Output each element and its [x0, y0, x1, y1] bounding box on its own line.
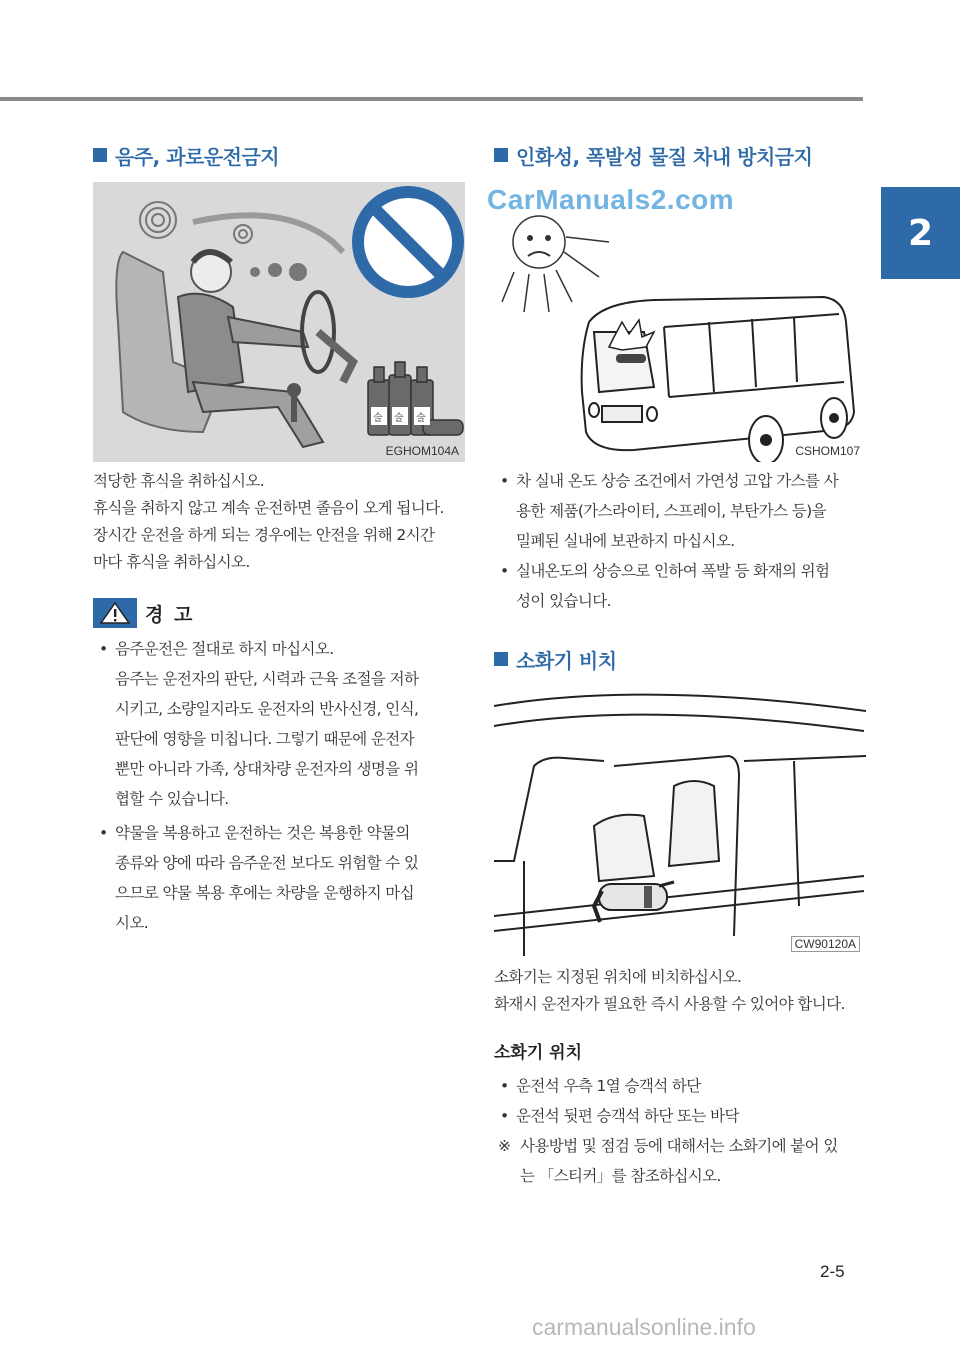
warning-header — [93, 598, 465, 628]
warning-title: 경 고 — [145, 603, 195, 626]
heading-square-icon — [494, 652, 508, 666]
extinguisher-paragraph — [494, 964, 866, 1018]
location-list — [494, 1071, 866, 1131]
section-heading-flammables: 인화성, 폭발성 물질 차내 방치금지 — [494, 140, 866, 170]
list-item: • 음주운전은 절대로 하지 마십시오. 음주는 운전자의 판단, 시력과 근육 조절을 저하 시키고, 소량일지라도 운전자의 반사신경, 인식, 판단에 영향을 미칩니다. 그렇기 때문에 운전자 뿐만 아니라 가족, 상대차량 운전자의 생명을 위 협할 수 있습니다. — [93, 634, 465, 814]
heading-square-icon — [494, 148, 508, 162]
figure-extinguisher — [494, 686, 866, 956]
watermark-bottom: carmanualsonline.info — [532, 1314, 756, 1340]
extinguisher-location-heading: 소화기 위치 — [494, 1043, 583, 1063]
bottle-label-1: 술 — [373, 413, 383, 424]
watermark-top: CarManuals2.com — [487, 184, 735, 215]
figure-code-right-1: CSHOM107 — [795, 444, 860, 458]
warning-triangle-icon — [93, 598, 137, 628]
paragraph-line: 휴식을 취하지 않고 계속 운전하면 졸음이 오게 됩니다. — [93, 499, 444, 517]
figure-code-left: EGHOM104A — [385, 444, 459, 458]
paragraph-line: 화재시 운전자가 필요한 즉시 사용할 수 있어야 합니다. — [494, 995, 845, 1013]
paragraph-line: 장시간 운전을 하게 되는 경우에는 안전을 위해 2시간 — [93, 526, 435, 544]
top-rule — [0, 97, 863, 101]
chapter-tab[interactable] — [881, 187, 960, 279]
drunk-driver-illustration — [93, 182, 465, 462]
list-item: • 운전석 뒷편 승객석 하단 또는 바닥 — [494, 1101, 866, 1131]
bottle-label-3: 술 — [416, 413, 426, 424]
list-item: • 실내온도의 상승으로 인하여 폭발 등 화재의 위험 성이 있습니다. — [494, 556, 866, 616]
rest-paragraph — [93, 468, 465, 576]
bus-sun-illustration — [494, 182, 866, 462]
list-item: • 차 실내 온도 상승 조건에서 가연성 고압 가스를 사 용한 제품(가스라이터, 스프레이, 부탄가스 등)을 밀폐된 실내에 보관하지 마십시오. — [494, 466, 866, 556]
chapter-number: 2 — [907, 212, 934, 254]
heading-square-icon — [93, 148, 107, 162]
note: ※ 사용방법 및 점검 등에 대해서는 소화기에 붙어 있 는 「스티커」를 참조하십시오. — [494, 1131, 866, 1191]
page-number: 2-5 — [820, 1262, 845, 1281]
paragraph-line: 마다 휴식을 취하십시오. — [93, 553, 250, 571]
note-mark: ※ — [498, 1137, 511, 1155]
section-heading-drunk-driving: 음주, 과로운전금지 — [93, 140, 465, 170]
left-column — [93, 140, 465, 938]
extinguisher-illustration — [494, 686, 866, 956]
bottle-label-2: 술 — [394, 413, 404, 424]
figure-code-right-2: CW90120A — [791, 936, 860, 952]
figure-drunk-driver — [93, 182, 465, 462]
list-item: • 운전석 우측 1열 승객석 하단 — [494, 1071, 866, 1101]
paragraph-line: 적당한 휴식을 취하십시오. — [93, 472, 265, 490]
right-column — [494, 140, 866, 1191]
list-item: • 약물을 복용하고 운전하는 것은 복용한 약물의 종류와 양에 따라 음주운전 보다도 위험할 수 있 으므로 약물 복용 후에는 차량을 운행하지 마십 시오. — [93, 818, 465, 938]
figure-bus-sun — [494, 182, 866, 462]
warning-list — [93, 634, 465, 938]
paragraph-line: 소화기는 지정된 위치에 비치하십시오. — [494, 968, 742, 986]
flammables-list — [494, 466, 866, 616]
section-heading-extinguisher: 소화기 비치 — [494, 644, 866, 674]
